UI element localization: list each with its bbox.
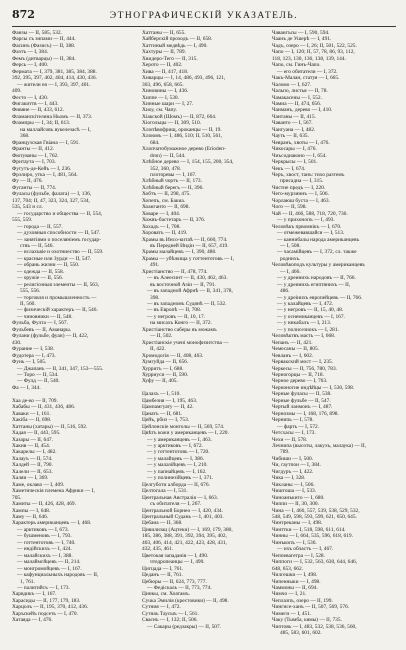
index-entry: — фарть — I, 572. bbox=[277, 423, 320, 430]
index-entry: Чауть — II, 635. bbox=[272, 133, 309, 140]
index-entry: Цампамгуату — II, 42. bbox=[142, 404, 194, 411]
index-entry: 409. bbox=[12, 88, 22, 95]
index-entry: Чорлаюш буста — I, 463. bbox=[272, 197, 330, 204]
index-entry: Хіакской (Шомъ) — II, 872, 664. bbox=[142, 113, 217, 120]
index-column-1 bbox=[12, 30, 136, 637]
index-entry: — Сакары (редзакры) — II, 507. bbox=[147, 623, 221, 630]
index-entry: dron) — II, 544. bbox=[150, 152, 186, 159]
index-entry: Хурритъ — I, 688. bbox=[142, 365, 184, 372]
index-entry: — у полинезійцевъ — I, 371. bbox=[147, 475, 214, 482]
index-entry: Фарсы съ зипами — II, 444. bbox=[12, 36, 76, 43]
index-entry: — у оснемиканцевъ — I, 167. bbox=[277, 313, 345, 320]
index-entry: — I, 466. bbox=[280, 268, 301, 275]
index-entry: — у никабалъ — I, 213. bbox=[277, 320, 332, 327]
index-entry: Храмы — убѣжища у готтентотовъ — I, bbox=[142, 255, 234, 262]
index-entry: 403, 406, 414, 421, 422, 423, 428, 431, bbox=[142, 539, 227, 546]
index-entry: Хлѣбный чортъ — II, 173. bbox=[142, 178, 202, 185]
index-entry: Чекъ — I, 674. bbox=[272, 165, 306, 172]
index-entry: Хамиты — II, 426, 428, 469. bbox=[12, 501, 76, 508]
index-entry: Целтогала — I, 531. bbox=[142, 488, 188, 495]
index-columns bbox=[12, 30, 396, 637]
index-entry: — у дреинихъ народовъ — II, 766. bbox=[277, 275, 356, 282]
index-entry: Цвѣтъ кожи у американцевъ — I, 220. bbox=[142, 430, 229, 437]
index-entry: Фивяне — II, 433, 612. bbox=[12, 107, 64, 114]
index-entry: — Фулд — II, 540. bbox=[17, 378, 60, 385]
index-entry: Хатаяда — I, 476. bbox=[12, 617, 53, 624]
index-entry: Цебюры — II, 624, 773, 777. bbox=[142, 578, 207, 585]
index-entry: — у негровъ — II, 15, 40, 48. bbox=[277, 307, 344, 314]
index-entry: Чеплазпъ, озеро — II, 199. bbox=[272, 597, 333, 604]
index-entry: Харцолъ — II, 195, 370, 412, 436. bbox=[12, 604, 89, 611]
index-entry: Хобтъ — II, 298, 475. bbox=[142, 191, 191, 198]
index-entry: — въ западномъ Судянѣ — II, 532. bbox=[147, 301, 227, 308]
index-entry: Фугутъ-де-Кейъ — I, 236. bbox=[12, 165, 72, 172]
index-entry: 491. bbox=[150, 262, 160, 269]
index-entry: Цинкы, см. Хоатамъ. bbox=[142, 591, 190, 598]
index-entry: — города — II, 557. bbox=[17, 223, 63, 230]
index-entry: 430. bbox=[12, 339, 22, 346]
index-entry: Чехи — II, 578. bbox=[272, 436, 308, 443]
index-entry: Халауъ — II, 574. bbox=[12, 455, 53, 462]
index-entry: Цейъ, рбиз — I, 753. bbox=[142, 417, 190, 424]
index-entry: — у негровъ — II, 10, 17. bbox=[147, 313, 206, 320]
index-entry: въ Передней Индіи — II, 657, 419. bbox=[150, 242, 229, 249]
index-entry: — отмежевавшайся — I, 513. bbox=[277, 230, 345, 237]
index-entry: Чаммоны — II, 694. bbox=[272, 584, 318, 591]
index-entry: — красные или Зурди — II, 547. bbox=[17, 255, 92, 262]
index-entry: Хиварцы — I, 14, 486, 493, 496, 121, bbox=[142, 75, 226, 82]
index-entry: Хаа де-ко — II, 709. bbox=[12, 397, 58, 404]
index-entry: Чингисе-ханъ — II, 507, 569, 576. bbox=[272, 604, 350, 611]
index-entry: Фа — I, 344. bbox=[12, 384, 41, 391]
index-entry: Чадъ, озеро — I, 26; II, 501, 522, 525. bbox=[272, 42, 357, 49]
index-entry: 535, 543 и сл. bbox=[12, 204, 43, 211]
index-entry: 392, 395, 397, 402, 404, 414, 430, 436. bbox=[12, 75, 97, 82]
index-entry: — у дреинихъ египтянихъ — II, bbox=[277, 281, 351, 288]
index-entry: — палигийсъ — I, 173. bbox=[17, 584, 70, 591]
index-entry: Харъскейъ подсеть — I, 470. bbox=[12, 610, 78, 617]
index-entry: Хохадъ — I, 708. bbox=[142, 223, 181, 230]
index-entry: 548, 549, 598, 593, 599, 621, 650, 645. bbox=[272, 513, 357, 520]
index-entry: Человѣкъ првомнікъ — I, 670. bbox=[272, 223, 342, 230]
index-entry: 1, 761. bbox=[20, 578, 35, 585]
index-entry: Хожвъ-бастетаръ — II, 376. bbox=[142, 217, 206, 224]
index-entry: Чамакасены — I, 552. bbox=[272, 94, 322, 101]
index-entry: Харасиды — II, 177, 179, 183. bbox=[12, 597, 81, 604]
index-entry: Чантаны — II, 415. bbox=[272, 113, 316, 120]
index-entry: на маллайсовъ вукелезасѣ — I, bbox=[20, 126, 91, 133]
index-entry: Хоанганто — II, 698. bbox=[142, 204, 190, 211]
index-entry: присадна — I, 315. bbox=[280, 178, 324, 185]
index-entry: Хурриуси — II, 590. bbox=[142, 372, 189, 379]
index-entry: Фаэтъ — I, 384. bbox=[12, 49, 49, 56]
index-entry: — Федіскаль — II, 773, 774. bbox=[147, 584, 212, 591]
index-entry: Цеданъ — II, 761. bbox=[142, 572, 183, 579]
index-entry: 398. bbox=[150, 294, 160, 301]
index-entry: Чапо, см. Гинъ-Чапо. bbox=[272, 62, 321, 69]
index-entry: Чиппи — II, 30, 300. bbox=[272, 501, 319, 508]
index-entry: Чи, гаутпон — I, 384. bbox=[272, 462, 321, 469]
index-entry: Фламанскітелина Ньомъ — II, 373. bbox=[12, 113, 93, 120]
index-entry: 684. bbox=[150, 139, 160, 146]
index-entry: Чиноанъкито — I, 680. bbox=[272, 494, 325, 501]
index-entry: — арктиковъ — I, 673. bbox=[17, 526, 69, 533]
index-entry: Флампры — I, 34; II, 613. bbox=[12, 120, 71, 127]
index-entry: — жители ея — I, 393, 397, 401. bbox=[17, 81, 91, 88]
index-entry: — у американцевъ — I, 463. bbox=[147, 436, 212, 443]
index-entry: Цейлонскіе монголы — II, 569, 574. bbox=[142, 423, 225, 430]
index-entry: Чинъкопъ — I, 536. bbox=[272, 539, 317, 546]
index-entry: Чаанъ де Ушерѣ — I, 491. bbox=[272, 36, 332, 43]
index-entry: Харвдикъ — I, 167. bbox=[12, 591, 57, 598]
index-entry: Чаломо — I, 627. bbox=[272, 81, 312, 88]
page-header bbox=[12, 8, 396, 24]
index-entry: Хлѣбное дерево — I, 154, 155, 200, 354, bbox=[142, 159, 234, 166]
index-entry: Черные фульбе — II, 547. bbox=[272, 397, 331, 404]
index-entry: 789. bbox=[280, 449, 290, 456]
index-entry: — у полисезиокъ — I, 281. bbox=[277, 326, 339, 333]
index-entry: 432, 435, 461. bbox=[142, 546, 173, 553]
index-entry: 555, 559. bbox=[12, 217, 33, 224]
index-entry: Хиоу, см. Чапу. bbox=[142, 107, 177, 114]
index-entry: Чавангъсы — I, 590, 594. bbox=[272, 30, 330, 36]
index-entry: Цамбезия — I, 195, 463. bbox=[142, 397, 198, 404]
index-entry: Чистие предъ — I, 220. bbox=[272, 184, 326, 191]
index-entry: — у малазійцевъ — I, 210. bbox=[147, 462, 208, 469]
index-entry: Хива — II, 417, 418. bbox=[142, 68, 189, 75]
index-column-2 bbox=[142, 30, 266, 637]
index-entry: Характерь американцевъ — I, 468. bbox=[12, 520, 92, 527]
index-entry: Чигдуръ — I, 422. bbox=[272, 468, 314, 475]
index-entry: плоторевы — I, 167. bbox=[150, 171, 197, 178]
index-entry: Ховаре — I, 404. bbox=[142, 210, 181, 217]
index-entry: Храмы малайцевъ — I, 390, 488. bbox=[142, 249, 217, 256]
index-entry: Четсхасы — I, 173. bbox=[272, 430, 316, 437]
index-entry: Чего-мурзиннъ — I, 506. bbox=[272, 191, 329, 198]
index-entry: 137, 704; II, 47, 323, 324, 327, 534, bbox=[12, 197, 90, 204]
index-entry: роднихъ. bbox=[280, 255, 301, 262]
index-entry: Хороватъ — II, 419. bbox=[142, 230, 188, 237]
index-entry: — у папнайцевъ — I, 162. bbox=[147, 468, 207, 475]
index-entry: Фесто — I, 430. bbox=[12, 94, 49, 101]
index-entry: Чипенныки — I, 498. bbox=[272, 578, 321, 585]
index-entry: — торговля и промышленность — bbox=[17, 294, 97, 301]
index-entry: Хлѣбный берегь — II, 396. bbox=[142, 184, 204, 191]
index-entry: 485, 583, 601, 602. bbox=[280, 630, 322, 637]
index-entry: Хаттаны (хатары) — II, 516, 592. bbox=[12, 423, 88, 430]
index-column-3 bbox=[272, 30, 396, 637]
index-entry: Чимчо — I, 21. bbox=[272, 591, 307, 598]
index-entry: Черногорцы — II, 718. bbox=[272, 372, 324, 379]
index-entry: — II, 502. bbox=[150, 333, 173, 340]
index-entry: Чакъ-Малан, статуя — I, 665. bbox=[272, 75, 340, 82]
index-entry: Халели — II, 653. bbox=[12, 468, 53, 475]
index-entry: 555, 556. bbox=[20, 288, 41, 295]
index-entry: Фанзы — II, 585, 532. bbox=[12, 30, 62, 36]
index-entry: Чикосары — I, 476. bbox=[272, 146, 317, 153]
index-entry: Черные фуласы — II, 538. bbox=[272, 391, 332, 398]
index-entry: 118, 123, 130, 136, 138, 139, 144. bbox=[272, 55, 346, 62]
index-entry: Фульбевъ — II, Аманары. bbox=[12, 326, 72, 333]
index-entry: Чого — II, 598. bbox=[272, 204, 307, 211]
index-entry: Фулани (фульбе, фуаи) — II, 422, bbox=[12, 333, 89, 340]
index-entry: — у прихонопъ — I, 493. bbox=[277, 217, 335, 224]
index-entry: Хаму — II, 646. bbox=[12, 513, 49, 520]
index-entry: — физическій характеръ — II, 546. bbox=[17, 307, 98, 314]
index-entry: Червакский мост — I, 235. bbox=[272, 359, 334, 366]
index-entry: Фемъ (дитварцы) — II, 384. bbox=[12, 55, 76, 62]
index-entry: Цалахъ — I, 510. bbox=[142, 391, 181, 398]
index-entry: Цивилизац (Ацтеки) — I, 169, 179, 380, bbox=[142, 526, 233, 533]
index-entry: — готтентотовъ — I, 740. bbox=[17, 539, 76, 546]
index-entry: Фуласы (фульбе, фалата) — I, 136, bbox=[12, 191, 92, 198]
index-entry: — чиновники — II, 548. bbox=[17, 313, 73, 320]
index-entry: Фу — II, 476. bbox=[12, 178, 43, 185]
index-entry: — индійскихъ — I, 424. bbox=[17, 546, 72, 553]
index-entry: Хампы — I, 648. bbox=[12, 507, 51, 514]
index-entry: — его обитатели — I, 372. bbox=[277, 68, 338, 75]
index-entry: Христіанство саберы въ можамъ bbox=[142, 326, 217, 333]
index-entry: — монгромойцевъ — I, 167. bbox=[17, 565, 82, 572]
index-entry: — кафунциальныхъ народовъ — II, bbox=[17, 572, 99, 579]
index-entry: Ферсь — I, 400. bbox=[12, 62, 49, 69]
index-entry: Чилгешки — I, 498. bbox=[272, 572, 318, 579]
index-entry: Чевранъ, хвоты — I, 476. bbox=[272, 139, 330, 146]
index-entry: — бушменовъ — I, 793. bbox=[17, 533, 72, 540]
running-head: ЭТНОГРАФИЧЕСКІЙ УКАЗАТЕЛЬ. bbox=[109, 11, 299, 21]
index-entry: чтедропеанцы — I, 490. bbox=[150, 559, 205, 566]
index-entry: — въ западной Африѣ — II, 341, 378, bbox=[147, 288, 233, 295]
index-entry: на мисахъ Конго — II, 372. bbox=[150, 320, 212, 327]
index-entry: — государство и общества — II, 554, bbox=[17, 210, 103, 217]
page-number: 872 bbox=[12, 8, 35, 21]
index-entry: Христіанскіе учені монофизитства — bbox=[142, 339, 229, 346]
index-entry: 185, 386, 388, 391, 392, 394, 395, 402, bbox=[142, 533, 227, 540]
index-entry: Христіанство — II, 478, 774. bbox=[142, 268, 208, 275]
index-entry: Человѣктвъ масть — I, 668. bbox=[272, 333, 336, 340]
index-entry: Фурание — I, 538. bbox=[12, 346, 55, 353]
index-entry: 368. bbox=[20, 133, 30, 140]
index-entry: Фютуваны — I, 762. bbox=[12, 152, 59, 159]
index-entry: 486. bbox=[280, 288, 290, 295]
index-entry: Чернозмы — I, 168, 176, 898. bbox=[272, 410, 339, 417]
index-entry: Хіогольцы — II, 309, 510. bbox=[142, 120, 202, 127]
index-entry: Чемесаны — II, 805. bbox=[272, 346, 319, 353]
index-entry: Хопепъ, см. Бакиа. bbox=[142, 197, 186, 204]
index-entry: Чанманъ, дерево — I, 410. bbox=[272, 107, 333, 114]
index-entry: Фунь — I, 505. bbox=[12, 359, 47, 366]
index-entry: Хлоюмъ — I, 486, 510; II, 510, 561, bbox=[142, 133, 223, 140]
index-entry: Чиппоги — I, 532, 563, 630, 644, 646, bbox=[272, 559, 358, 566]
index-entry: Чамиа — II, 474, 656. bbox=[272, 100, 322, 107]
index-entry: Хакіба — II, 698. bbox=[12, 417, 52, 424]
index-entry: Сутния — I, 472. bbox=[142, 604, 181, 611]
index-entry: Цигцада — I, 761. bbox=[142, 565, 184, 572]
index-entry: Фасинъ (Фазисъ) — II, 388. bbox=[12, 42, 76, 49]
index-entry: Черноногие индѣйцы — I, 530, 598. bbox=[272, 384, 355, 391]
index-entry: — ихъ областъ — I, 467. bbox=[277, 546, 334, 553]
index-entry: Черкесы — II, 756, 780, 783. bbox=[272, 365, 337, 372]
index-entry: Хумгуйда — II, 656. bbox=[142, 359, 189, 366]
index-entry: Чикланы — I, 506. bbox=[272, 481, 315, 488]
index-entry: Хакарелы — I, 482. bbox=[12, 449, 57, 456]
index-entry: Чапо — I, 120; II, 57, 78, 86, 93, 112, bbox=[272, 49, 355, 56]
index-entry: Хаме, оклако — I, 409. bbox=[12, 481, 65, 488]
index-entry: Cyuка Эмилія (крестовики) — II, 498. bbox=[142, 597, 229, 604]
index-entry: Фигакиттв — I, 443. bbox=[12, 100, 59, 107]
index-entry: Центральный Судань — I, 401, 403. bbox=[142, 513, 224, 520]
index-entry: Хаттиный медвѣдь — I, 490. bbox=[142, 42, 208, 49]
index-entry: Сваснъ — I, 132; II, 506. bbox=[142, 617, 198, 624]
index-entry: Чепанъ — II, 421. bbox=[272, 339, 313, 346]
index-entry: — каннибалы народа американцевъ bbox=[277, 236, 360, 243]
index-entry: Чина — I, 466, 557, 539, 538, 529, 532, bbox=[272, 507, 360, 514]
index-entry: Фудотера — I, 473. bbox=[12, 352, 56, 359]
index-entry: — у арктиковъ — I, 672. bbox=[147, 443, 203, 449]
index-entry: — занятіями о поселяніемъ государ- bbox=[17, 236, 101, 243]
index-entry: 705. bbox=[12, 494, 22, 501]
index-entry: — въ Алеесинт — II, 430, 462, 463. bbox=[147, 275, 228, 282]
index-entry: Чангуана — I, 482. bbox=[272, 126, 316, 133]
index-entry: — I, 508. bbox=[280, 242, 301, 249]
index-entry: Хинные шари — I, 27. bbox=[142, 100, 194, 107]
index-entry: Чаванто — I, 567. bbox=[272, 120, 313, 127]
index-entry: — въ Европѣ — II, 708. bbox=[147, 307, 202, 314]
index-entry: Хвидеро-Тего — II, 315. bbox=[142, 55, 198, 62]
index-entry: Центральной Борнео — I, 420, 434. bbox=[142, 507, 223, 514]
index-entry: Халяи — I, 369. bbox=[12, 475, 49, 482]
index-entry: ствъ — II, 546. bbox=[20, 242, 54, 249]
index-entry: Центральная Австралія — I, 663. bbox=[142, 494, 219, 501]
index-entry: Цебана — II, 368. bbox=[142, 520, 183, 527]
index-entry: въ восточной Азіи — II, 791. bbox=[150, 281, 216, 288]
index-entry: Цанатъ — II, 681. bbox=[142, 410, 183, 417]
index-entry: Халдей — II, 790. bbox=[12, 462, 53, 469]
index-entry: — ислахъвіе и охотниество — II, 559. bbox=[17, 249, 104, 256]
index-entry: Херото — II, 402. bbox=[142, 62, 183, 69]
index-entry: Хиновины — I, 436. bbox=[142, 88, 189, 95]
index-entry: Черкрысы — I, 501. bbox=[272, 159, 318, 166]
index-entry: Хайберскій проходъ — II, 658. bbox=[142, 36, 213, 43]
index-entry: 648, 653, 662. bbox=[272, 565, 303, 572]
index-entry: Чинны — I, 664, 535, 596, 618, 619. bbox=[272, 533, 353, 540]
index-entry: Хадая — II, 443, 595. bbox=[12, 430, 61, 437]
index-entry: Хлопѣвофрищ, ороканцы — II, 19. bbox=[142, 126, 222, 133]
index-entry: Хиппе — I, 530. bbox=[142, 94, 179, 101]
index-entry: Человѣкоподъ культуры у американцевъ bbox=[272, 262, 365, 269]
index-entry: Хаттаны — II, 655. bbox=[142, 30, 186, 36]
index-entry: — Джапанъ — II, 341, 347, 153—555. bbox=[17, 365, 104, 372]
index-entry: Чевланъ — I, 602. bbox=[272, 352, 314, 359]
index-entry: — у готтентотовъ — I, 720. bbox=[147, 449, 210, 456]
index-entry: Фритаута — I, 703. bbox=[12, 159, 56, 166]
index-entry: Фуганты — II, 774. bbox=[12, 184, 57, 191]
index-entry: Хазары — II, 647. bbox=[12, 436, 53, 443]
index-entry: II, 422. bbox=[150, 346, 166, 353]
index-entry: Хлопчатобумажное дерево (Eriodeп- bbox=[142, 146, 226, 153]
index-entry: Чеппевагетра — I, 528. bbox=[272, 552, 325, 559]
index-entry: Хабабы — II, 431, 436, 486. bbox=[12, 404, 76, 411]
index-entry: Хаваки — I, 161. bbox=[12, 410, 51, 417]
index-entry: Франты — II, 412. bbox=[12, 146, 55, 153]
index-entry: — часамійцевъ — I, 372, сл. также bbox=[277, 249, 357, 256]
index-entry: Чибиши — I, 500. bbox=[272, 455, 314, 462]
index-entry: Чаку (Тымба, кямы) — II, 735. bbox=[272, 617, 342, 624]
index-entry: — у калайцевъ — I, 472. bbox=[277, 301, 334, 308]
index-entry: — одежда — II, 558. bbox=[17, 268, 65, 275]
index-entry: Хахтуры — II, 789. bbox=[142, 49, 186, 56]
index-entry: Чертый ланмонъ — I, 487. bbox=[272, 404, 333, 411]
index-entry: Фермата — I, 379, 381, 385, 384, 388. bbox=[12, 68, 97, 75]
index-entry: Чальпо, листья — II, 78. bbox=[272, 88, 328, 95]
index-entry: Целгуботи алборда — II, 676. bbox=[142, 481, 210, 488]
index-entry: Черъ, хвост, танъ: тихо разтемъ bbox=[272, 171, 345, 178]
index-entry: Чернипь — I, 578. bbox=[272, 417, 314, 424]
index-entry: Фрэлиро, утка — I, 481, 564. bbox=[12, 171, 78, 178]
index-entry: Французская Гвіана — I, 591. bbox=[12, 139, 80, 146]
index-entry: Хромодогія — II, 408, 463. bbox=[142, 352, 204, 359]
index-entry: Сутнаъ Таусыъ — I, 561. bbox=[142, 610, 199, 617]
index-entry: — религіозныя элементы — II, 563, bbox=[17, 281, 100, 288]
index-entry: съ обитателя — I, 267. bbox=[150, 501, 202, 508]
index-entry: — у дреінихъ европейцевъ — II, 766. bbox=[277, 294, 363, 301]
index-entry: Фульба, Фулта — I, 567. bbox=[12, 320, 68, 327]
index-entry: Хуфу — II, 405. bbox=[142, 378, 178, 385]
index-entry: Чимеги — I, 451. bbox=[272, 610, 312, 617]
index-entry: — малаймсйцевъ — II, 214. bbox=[17, 559, 81, 566]
index-entry: — у малайцевъ — I, 386. bbox=[147, 455, 205, 462]
index-entry: Цветокая западанія — I, 490. bbox=[142, 552, 209, 559]
index-entry: II, 560. bbox=[20, 301, 36, 308]
index-entry: Чай — II, 466, 588, 718, 720, 736. bbox=[272, 210, 348, 217]
index-entry: Храмы въ Инсо-китаѣ — II, 660, 774. bbox=[142, 236, 228, 243]
index-entry: Чиптовъ — I, 483, 532, 538, 536, 560, bbox=[272, 623, 357, 630]
index-entry: Чинттки — I, 518, 598, 611, 614. bbox=[272, 526, 346, 533]
index-entry: — обрань жизни — II, 550. bbox=[17, 262, 80, 269]
index-entry: Хакив — II, 454. bbox=[12, 443, 51, 449]
index-entry: Чинтреканы — I, 498. bbox=[272, 520, 323, 527]
index-entry: Чика — I, 328. bbox=[272, 475, 306, 482]
index-entry: Хаметическія племена Африки — I, bbox=[12, 488, 95, 495]
header-rule bbox=[12, 26, 396, 27]
index-entry: Чиъсодиаконо — I, 654. bbox=[272, 152, 327, 159]
index-entry: Чиштоша — I, 533. bbox=[272, 488, 317, 495]
index-entry: Черное дерево — I, 763. bbox=[272, 378, 328, 385]
index-entry: 303, 496, 658, 665. bbox=[142, 81, 184, 88]
index-entry: Лечнипа (высоты, лакухъ, малаука) — II, bbox=[272, 443, 366, 449]
index-entry: — Торо — II, 534. bbox=[17, 372, 59, 379]
index-entry: — малайскихъ — I, 388. bbox=[17, 552, 73, 559]
index-entry: — оружіе — II, 556. bbox=[17, 275, 64, 282]
index-entry: 352, 360, 478. bbox=[150, 165, 181, 172]
index-entry: — духовныя способности — II, 547. bbox=[17, 230, 101, 237]
